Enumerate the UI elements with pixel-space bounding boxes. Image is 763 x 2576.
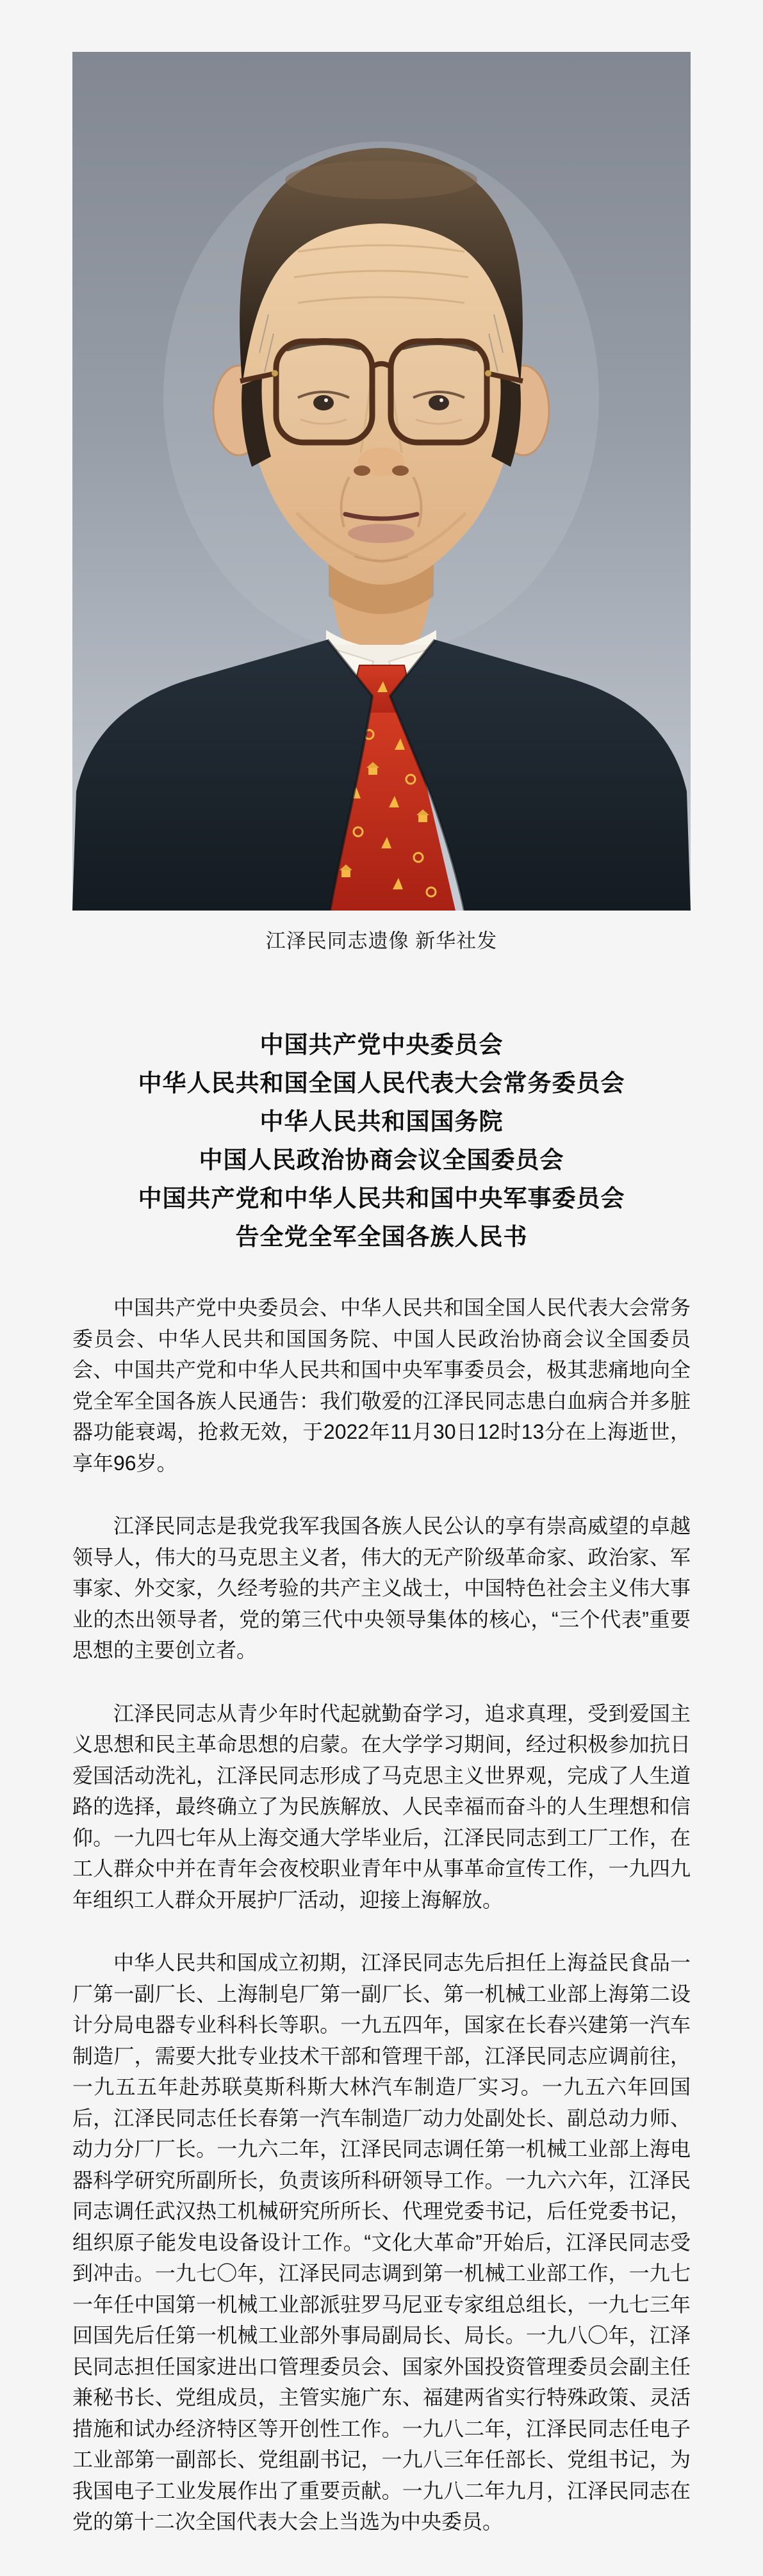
title-line-cpc-central-committee: 中国共产党中央委员会 — [259, 1032, 504, 1058]
title-line-central-military-commissions: 中国共产党和中华人民共和国中央军事委员会 — [138, 1185, 625, 1211]
title-line-letter-to-the-people: 告全党全军全国各族人民书 — [235, 1224, 528, 1250]
photo-caption: 江泽民同志遗像 新华社发 — [265, 930, 498, 952]
portrait-image — [72, 52, 691, 911]
title-line-npc-standing-committee: 中华人民共和国全国人民代表大会常务委员会 — [138, 1070, 625, 1096]
hair-highlight — [285, 161, 477, 199]
title-line-cppcc: 中国人民政治协商会议全国委员会 — [199, 1147, 564, 1173]
paragraph-announcement: 中国共产党中央委员会、中华人民共和国全国人民代表大会常务委员会、中华人民共和国国务院、中国人民政治协商会议全国委员会、中国共产党和中华人民共和国中央军事委员会，极其悲痛地向全党全军全国各族人民通告：我们敬爱的江泽民同志患白血病合并多脏器功能衰竭，抢救无效，于2022年11月30日12时13分在上海逝世，享年96岁。 — [72, 1296, 691, 1475]
article-body — [72, 1292, 691, 2538]
portrait-photo — [72, 52, 691, 911]
announcement-title — [72, 1026, 691, 1256]
paragraph-eulogy-titles: 江泽民同志是我党我军我国各族人民公认的享有崇高威望的卓越领导人，伟大的马克思主义者，伟大的无产阶级革命家、政治家、军事家、外交家，久经考验的共产主义战士，中国特色社会主义伟大事业的杰出领导者，党的第三代中央领导集体的核心，“三个代表”重要思想的主要创立者。 — [72, 1514, 691, 1662]
paragraph-early-life: 江泽民同志从青少年时代起就勤奋学习，追求真理，受到爱国主义思想和民主革命思想的启蒙。在大学学习期间，经过积极参加抗日爱国活动洗礼，江泽民同志形成了马克思主义世界观，完成了人生道路的选择，最终确立了为民族解放、人民幸福而奋斗的人生理想和信仰。一九四七年从上海交通大学毕业后，江泽民同志到工厂工作，在工人群众中并在青年会夜校职业青年中从事革命宣传工作，一九四九年组织工人群众开展护厂活动，迎接上海解放。 — [72, 1701, 691, 1911]
paragraph-career: 中华人民共和国成立初期，江泽民同志先后担任上海益民食品一厂第一副厂长、上海制皂厂第一副厂长、第一机械工业部上海第二设计分局电器专业科科长等职。一九五四年，国家在长春兴建第一汽车制造厂，需要大批专业技术干部和管理干部，江泽民同志应调前往，一九五五年赴苏联莫斯科斯大林汽车制造厂实习。一九五六年回国后，江泽民同志任长春第一汽车制造厂动力处副处长、副总动力师、动力分厂厂长。一九六二年，江泽民同志调任第一机械工业部上海电器科学研究所副所长，负责该所科研领导工作。一九六六年，江泽民同志调任武汉热工机械研究所所长、代理党委书记，后任党委书记，组织原子能发电设备设计工作。“文化大革命”开始后，江泽民同志受到冲击。一九七〇年，江泽民同志调到第一机械工业部工作，一九七一年任中国第一机械工业部派驻罗马尼亚专家组总组长，一九七三年回国先后任第一机械工业部外事局副局长、局长。一九八〇年，江泽民同志担任国家进出口管理委员会、国家外国投资管理委员会副主任兼秘书长、党组成员，主管实施广东、福建两省实行特殊政策、灵活措施和试办经济特区等开创性工作。一九八二年，江泽民同志任电子工业部第一副部长、党组副书记，一九八三年任部长、党组书记，为我国电子工业发展作出了重要贡献。一九八二年九月，江泽民同志在党的第十二次全国代表大会上当选为中央委员。 — [72, 1951, 691, 2533]
portrait-figure — [72, 52, 691, 955]
title-line-state-council: 中华人民共和国国务院 — [259, 1108, 504, 1135]
